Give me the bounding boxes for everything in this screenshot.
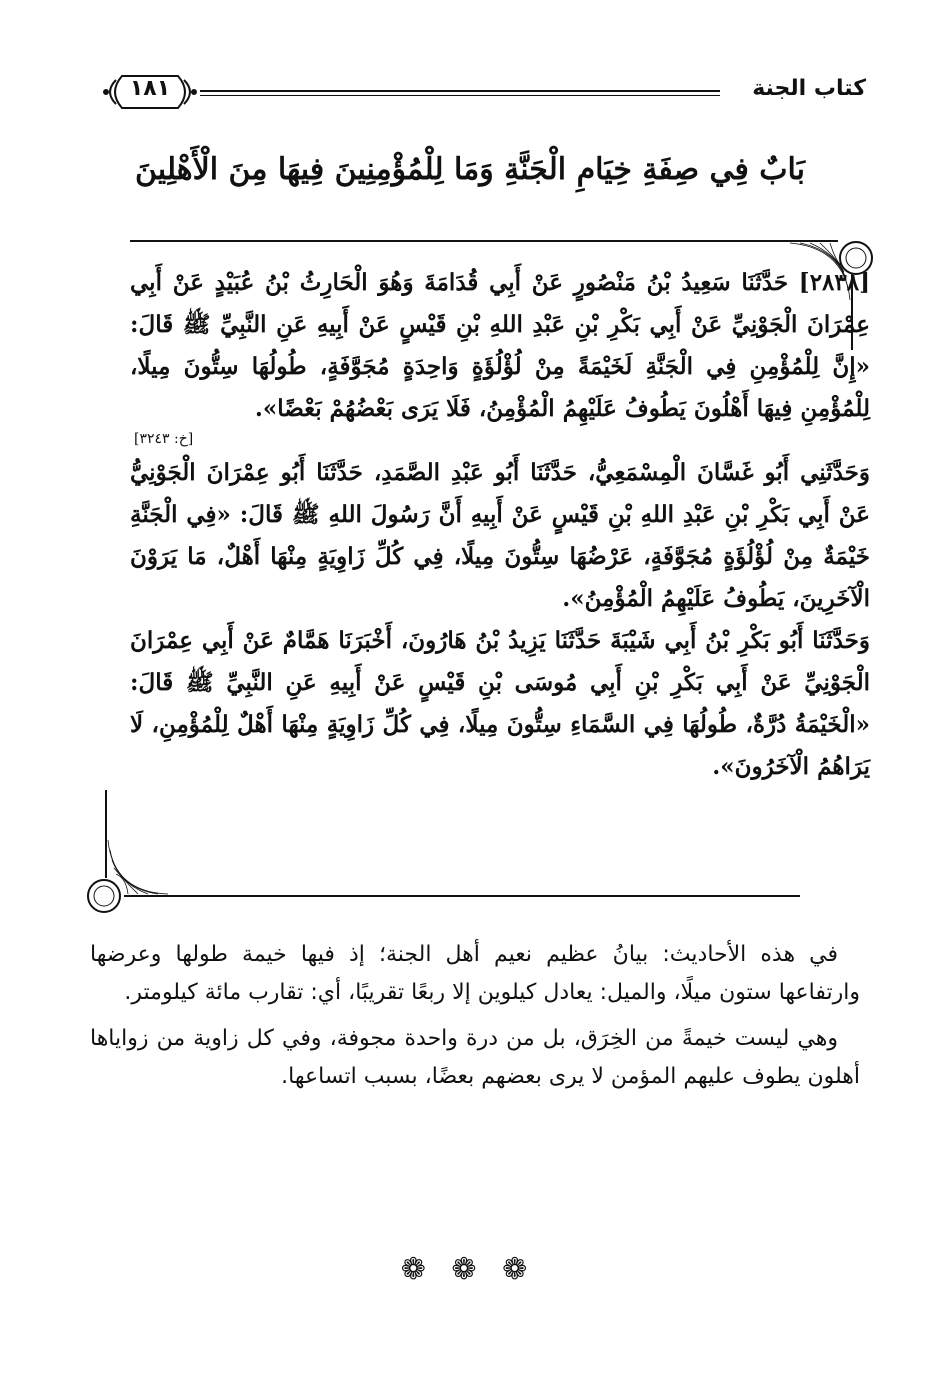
running-title: كتاب الجنة bbox=[752, 76, 866, 101]
commentary-block bbox=[90, 936, 860, 1104]
commentary-paragraph-2: وهي ليست خيمةً من الخِرَق، بل من درة واحدة مجوفة، وفي كل زاوية من زواياها أهلون يطوف عليهم المؤمن لا يرى بعضهم بعضًا، بسبب اتساعها. bbox=[90, 1026, 860, 1089]
hadith-paragraph-1: [٢٨٣٨] حَدَّثَنَا سَعِيدُ بْنُ مَنْصُورٍ عَنْ أَبِي قُدَامَةَ وَهُوَ الْحَارِثُ بْنُ عُبَيْدٍ عَنْ أَبِي عِمْرَانَ الْجَوْنِيِّ عَنْ أَبِي بَكْرِ بْنِ عَبْدِ اللهِ بْنِ قَيْسٍ عَنْ أَبِيهِ عَنِ النَّبِيِّ ﷺ قَالَ: «إِنَّ لِلْمُؤْمِنِ فِي الْجَنَّةِ لَخَيْمَةً مِنْ لُؤْلُؤَةٍ وَاحِدَةٍ مُجَوَّفَةٍ، طُولُهَا سِتُّونَ مِيلًا، لِلْمُؤْمِنِ فِيهَا أَهْلُونَ يَطُوفُ عَلَيْهِمُ الْمُؤْمِنُ، فَلَا يَرَى بَعْضُهُمْ بَعْضًا». bbox=[130, 269, 870, 422]
hadith-paragraph-3: وَحَدَّثَنَا أَبُو بَكْرِ بْنُ أَبِي شَيْبَةَ حَدَّثَنَا يَزِيدُ بْنُ هَارُونَ، أَخْبَرَنَا هَمَّامٌ عَنْ أَبِي عِمْرَانَ الْجَوْنِيِّ عَنْ أَبِي بَكْرِ بْنِ أَبِي مُوسَى بْنِ قَيْسٍ عَنْ أَبِيهِ عَنِ النَّبِيِّ ﷺ قَالَ: «الْخَيْمَةُ دُرَّةٌ، طُولُهَا فِي السَّمَاءِ سِتُّونَ مِيلًا، فِي كُلِّ زَاوِيَةٍ مِنْهَا أَهْلٌ لِلْمُؤْمِنِ، لَا يَرَاهُمُ الْآخَرُونَ». bbox=[130, 627, 870, 780]
hadith-reference: [خ: ٣٢٤٣] bbox=[134, 431, 194, 447]
hadith-text-block bbox=[130, 262, 870, 788]
page-number: ١٨١ bbox=[129, 76, 171, 101]
hadith-paragraph-2: وَحَدَّثَنِي أَبُو غَسَّانَ الْمِسْمَعِيُّ، حَدَّثَنَا أَبُو عَبْدِ الصَّمَدِ، حَدَّثَنَا أَبُو عِمْرَانَ الْجَوْنِيُّ عَنْ أَبِي بَكْرِ بْنِ عَبْدِ اللهِ بْنِ قَيْسٍ عَنْ أَبِيهِ أَنَّ رَسُولَ اللهِ ﷺ قَالَ: «فِي الْجَنَّةِ خَيْمَةٌ مِنْ لُؤْلُؤَةٍ مُجَوَّفَةٍ، عَرْضُهَا سِتُّونَ مِيلًا، فِي كُلِّ زَاوِيَةٍ مِنْهَا أَهْلٌ، مَا يَرَوْنَ الْآخَرِينَ، يَطُوفُ عَلَيْهِمُ الْمُؤْمِنُ». bbox=[130, 459, 870, 612]
section-end-ornament-icon: ❁ ❁ ❁ bbox=[400, 1252, 536, 1287]
chapter-title: بَابٌ فِي صِفَةِ خِيَامِ الْجَنَّةِ وَمَا لِلْمُؤْمِنِينَ فِيهَا مِنَ الْأَهْلِينَ bbox=[134, 152, 806, 187]
commentary-paragraph-1: في هذه الأحاديث: بيانُ عظيم نعيم أهل الجنة؛ إذ فيها خيمة طولها وعرضها وارتفاعها ستون ميلًا، والميل: يعادل كيلوين إلا ربعًا تقريبًا، أي: تقارب مائة كيلومتر. bbox=[90, 942, 860, 1005]
